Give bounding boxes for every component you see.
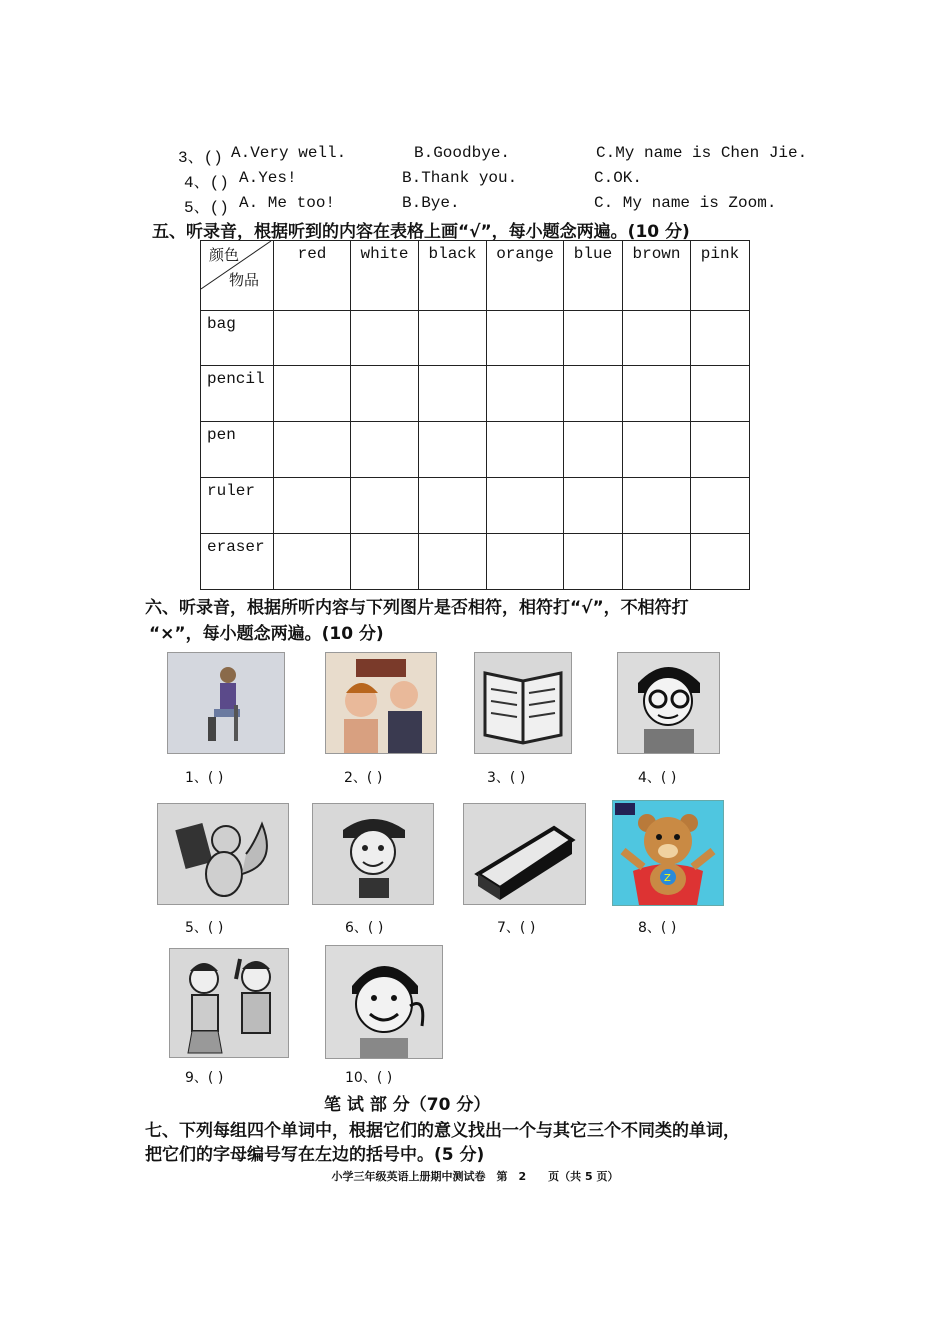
table-corner-cell [201,241,274,311]
picture-label-7: 7、( ) [497,920,536,936]
color-header: pink [691,241,750,311]
option-a: A. Me too! [239,194,336,212]
picture-label-4: 4、( ) [638,770,677,786]
answer-cell[interactable] [419,534,487,590]
section-6-heading-line1: 六、听录音，根据所听内容与下列图片是否相符，相符打“√”，不相符打 [145,598,689,618]
page-footer: 小学三年级英语上册期中测试卷 第 2 页（共 5 页） [331,1170,619,1183]
section-5-heading: 五、听录音，根据听到的内容在表格上画“√”，每小题念两遍。(10 分) [152,222,690,242]
option-c: C.My name is Chen Jie. [596,144,808,162]
written-part-title: 笔 试 部 分（70 分） [324,1095,491,1115]
item-label: ruler [201,478,274,534]
boy-with-book-icon [312,803,434,905]
answer-cell[interactable] [487,534,564,590]
picture-label-6: 6、( ) [345,920,384,936]
two-kids-waving-icon [169,948,289,1058]
answer-cell[interactable] [564,422,623,478]
answer-cell[interactable] [691,422,750,478]
answer-cell[interactable] [487,311,564,366]
answer-cell[interactable] [351,366,419,422]
picture-label-5: 5、( ) [185,920,224,936]
smiling-boy-icon [325,945,443,1059]
item-label: bag [201,311,274,366]
picture-label-9: 9、( ) [185,1070,224,1086]
answer-cell[interactable] [623,422,691,478]
table-row [201,534,750,590]
option-c: C.OK. [594,169,643,187]
answer-cell[interactable] [487,422,564,478]
corner-label-item: 物品 [229,271,260,289]
boy-sitting-icon [167,652,285,754]
section-7-line2: 把它们的字母编号写在左边的括号中。(5 分) [145,1145,485,1165]
answer-cell[interactable] [419,366,487,422]
svg-text:Z: Z [664,873,671,884]
squirrel-with-book-icon [157,803,289,905]
answer-cell[interactable] [351,478,419,534]
picture-label-3: 3、( ) [487,770,526,786]
item-label: pen [201,422,274,478]
question-number: 5、() [184,199,229,217]
item-label: pencil [201,366,274,422]
corner-label-color: 颜色 [209,246,240,264]
answer-cell[interactable] [274,366,351,422]
answer-cell[interactable] [274,534,351,590]
answer-cell[interactable] [274,422,351,478]
picture-label-1: 1、( ) [185,770,224,786]
answer-cell[interactable] [691,478,750,534]
answer-cell[interactable] [564,311,623,366]
color-header: red [274,241,351,311]
answer-cell[interactable] [419,311,487,366]
answer-cell[interactable] [419,478,487,534]
table-row [201,366,750,422]
color-item-table [200,240,750,590]
answer-cell[interactable] [351,311,419,366]
answer-cell[interactable] [351,534,419,590]
question-number: 3、() [178,149,223,167]
answer-cell[interactable] [564,366,623,422]
answer-cell[interactable] [487,478,564,534]
color-header: orange [487,241,564,311]
color-header: white [351,241,419,311]
question-number: 4、() [184,174,229,192]
table-row [201,478,750,534]
option-b: B.Goodbye. [414,144,511,162]
table-row [201,311,750,366]
boy-with-glasses-icon [617,652,720,754]
pencil-box-icon [463,803,586,905]
option-b: B.Thank you. [402,169,518,187]
answer-cell[interactable] [274,478,351,534]
section-7-line1: 七、下列每组四个单词中，根据它们的意义找出一个与其它三个不同类的单词， [145,1121,740,1141]
option-c: C. My name is Zoom. [594,194,777,212]
zoom-bear-icon [612,800,724,906]
answer-cell[interactable] [623,534,691,590]
picture-label-10: 10、( ) [345,1070,393,1086]
picture-label-2: 2、( ) [344,770,383,786]
answer-cell[interactable] [274,311,351,366]
open-book-icon [474,652,572,754]
color-header: blue [564,241,623,311]
picture-label-8: 8、( ) [638,920,677,936]
answer-cell[interactable] [623,366,691,422]
answer-cell[interactable] [564,534,623,590]
option-b: B.Bye. [402,194,460,212]
table-row [201,422,750,478]
answer-cell[interactable] [564,478,623,534]
color-header: black [419,241,487,311]
item-label: eraser [201,534,274,590]
answer-cell[interactable] [419,422,487,478]
answer-cell[interactable] [691,311,750,366]
section-6-heading-line2: “×”，每小题念两遍。(10 分) [149,624,384,644]
answer-cell[interactable] [623,311,691,366]
answer-cell[interactable] [691,366,750,422]
teacher-and-boy-icon [325,652,437,754]
answer-cell[interactable] [691,534,750,590]
option-a: A.Yes! [239,169,297,187]
answer-cell[interactable] [623,478,691,534]
option-a: A.Very well. [231,144,347,162]
color-header: brown [623,241,691,311]
answer-cell[interactable] [351,422,419,478]
answer-cell[interactable] [487,366,564,422]
